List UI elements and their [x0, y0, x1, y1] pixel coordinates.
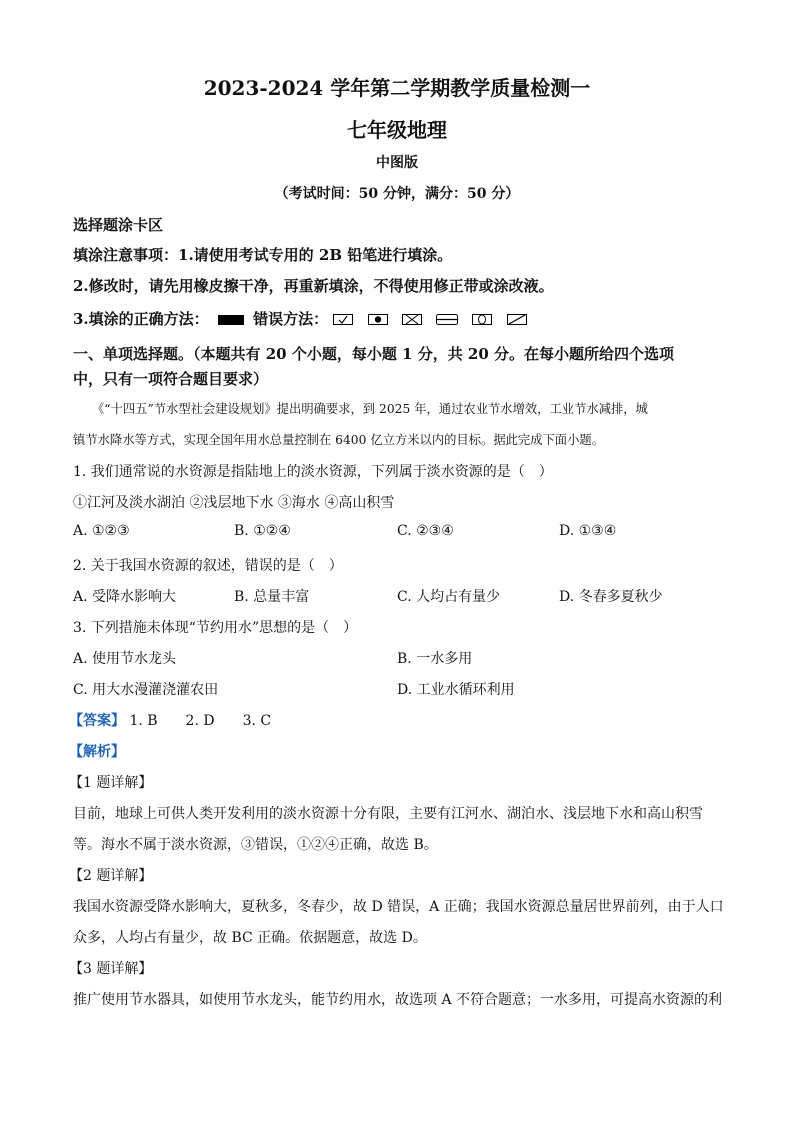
correct-method-label: 3.填涂的正确方法： [73, 310, 209, 328]
passage-line2: 镇节水降水等方式，实现全国年用水总量控制在 6400 亿立方米以内的目标。据此完成下面小题。 [73, 433, 604, 447]
analysis-label [69, 741, 125, 761]
fill-note-1: 填涂注意事项：1.请使用考试专用的 2B 铅笔进行填涂。 [73, 246, 453, 264]
wrong-method-label: 错误方法： [253, 310, 329, 328]
question-1-items: ①江河及淡水湖泊 ②浅层地下水 ③海水 ④高山积雪 [73, 495, 395, 511]
detail-3-line1: 推广使用节水器具，如使用节水龙头，能节约用水，故选项 A 不符合题意；一水多用，可提高水资源的利 [73, 992, 723, 1008]
passage-line1: 《“十四五”节水型社会建设规划》提出明确要求，到 2025 年，通过农业节水增效，工业节水减排，城 [92, 402, 648, 416]
question-2-option-a: A. 受降水影响大 [73, 589, 177, 605]
answer-label: 【答案】 [69, 713, 125, 729]
exam-title: 2023-2024 学年第二学期教学质量检测一 [203, 76, 591, 100]
question-1-option-a: A. ①②③ [73, 523, 130, 539]
section-heading-line2: 中，只有一项符合题目要求） [73, 370, 269, 388]
question-2-stem: 2. 关于我国水资源的叙述，错误的是（ ） [73, 558, 343, 574]
question-3-option-a: A. 使用节水龙头 [73, 651, 177, 667]
question-2-option-b: B. 总量丰富 [234, 589, 310, 605]
question-1-stem: 1. 我们通常说的水资源是指陆地上的淡水资源，下列属于淡水资源的是（ ） [73, 464, 553, 480]
detail-2-label: 【2 题详解】 [69, 868, 153, 884]
question-3-stem: 3. 下列措施未体现“节约用水”思想的是（ ） [73, 620, 358, 636]
fill-note-2: 2.修改时，请先用橡皮擦干净，再重新填涂，不得使用修正带或涂改液。 [73, 277, 554, 295]
analysis-label-text: 【解析】 [69, 744, 125, 760]
detail-1-line2: 等。海水不属于淡水资源，③错误，①②④正确，故选 B。 [73, 837, 438, 853]
line-mark-icon [436, 311, 458, 329]
question-3-option-c: C. 用大水漫灌浇灌农田 [73, 682, 219, 698]
exam-edition: 中图版 [376, 155, 418, 171]
answer-row [69, 710, 271, 730]
check-mark-icon [333, 311, 353, 329]
cross-mark-icon [402, 311, 422, 329]
slash-mark-icon [507, 311, 527, 329]
exam-subject: 七年级地理 [347, 118, 447, 142]
answer-text: 1. B 2. D 3. C [129, 713, 272, 729]
exam-info: （考试时间：50 分钟，满分：50 分） [274, 186, 520, 202]
detail-2-line2: 众多，人均占有量少，故 BC 正确。依据题意，故选 D。 [73, 930, 427, 946]
question-1-option-d: D. ①③④ [559, 523, 617, 539]
detail-3-label: 【3 题详解】 [69, 961, 153, 977]
question-1-option-c: C. ②③④ [397, 523, 454, 539]
oval-mark-icon [472, 311, 492, 329]
question-2-option-c: C. 人均占有量少 [397, 589, 501, 605]
detail-2-line1: 我国水资源受降水影响大，夏秋多，冬春少，故 D 错误，A 正确；我国水资源总量居世界前列，由于人口 [73, 899, 724, 915]
answer-card-area-label: 选择题涂卡区 [73, 216, 164, 234]
detail-1-line1: 目前，地球上可供人类开发利用的淡水资源十分有限，主要有江河水、湖泊水、浅层地下水和高山积雪 [73, 806, 703, 822]
question-1-option-b: B. ①②④ [234, 523, 291, 539]
question-3-option-d: D. 工业水循环利用 [397, 682, 515, 698]
dot-mark-icon [368, 311, 388, 329]
question-3-option-b: B. 一水多用 [397, 651, 473, 667]
fill-method-row [73, 308, 536, 329]
section-heading-line1: 一、单项选择题。（本题共有 20 个小题，每小题 1 分，共 20 分。在每小题所给四个选项 [73, 345, 675, 363]
question-2-option-d: D. 冬春多夏秋少 [559, 589, 663, 605]
detail-1-label: 【1 题详解】 [69, 775, 153, 791]
filled-mark-icon [218, 311, 244, 329]
